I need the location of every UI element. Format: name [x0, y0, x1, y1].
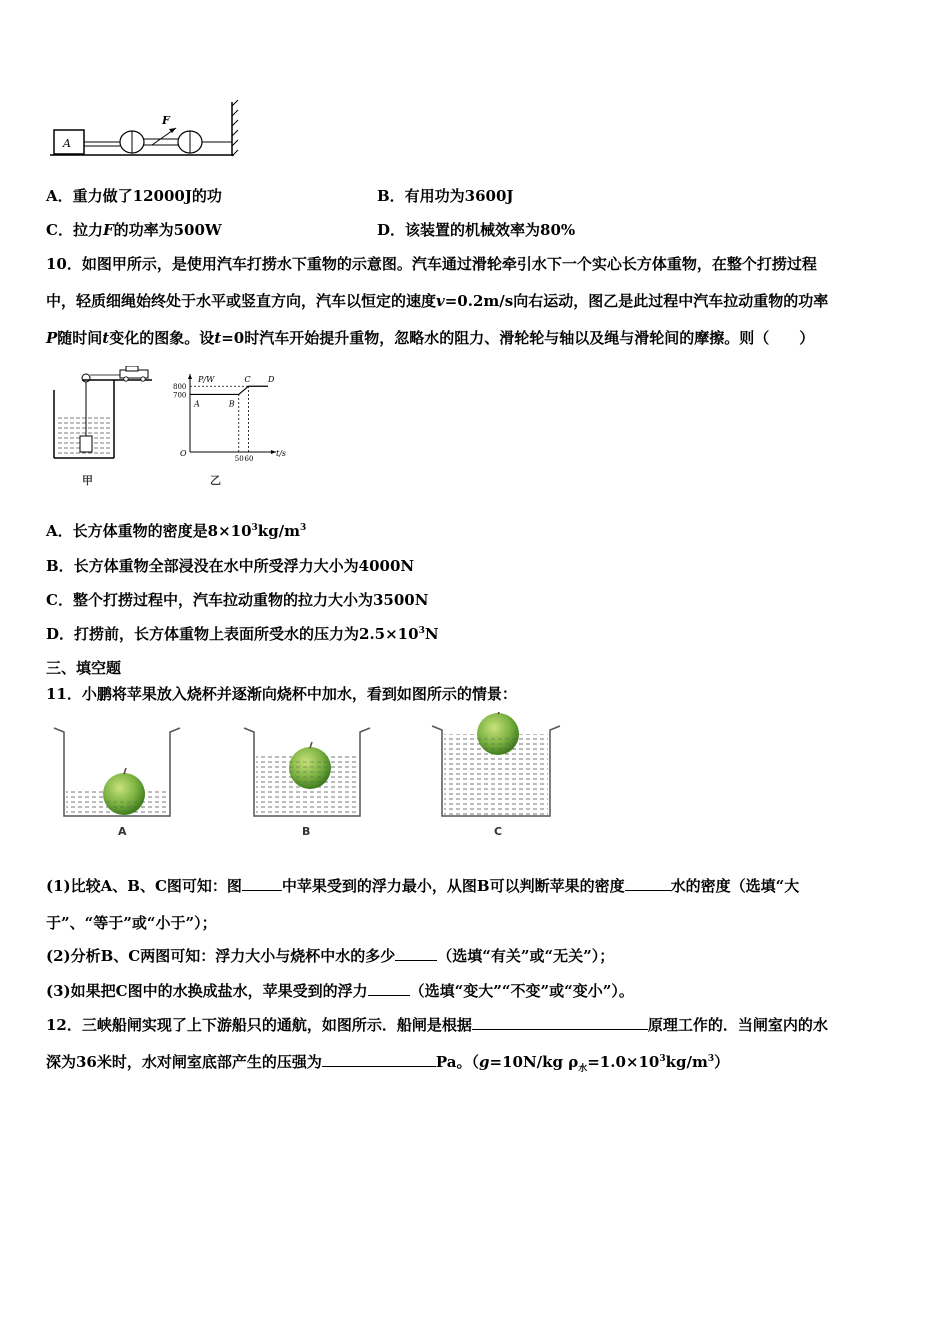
q10-stem-line-2: 中，轻质细绳始终处于水平或竖直方向，汽车以恒定的速度v=0.2m/s向右运动，图乙是此过程中汽车拉动重物的功率 [46, 292, 829, 310]
q11-stem: 11．小鹏将苹果放入烧杯并逐渐向烧杯中加水，看到如图所示的情景： [46, 685, 517, 703]
q12-line-2: 深为36米时，水对闸室底部产生的压强为 Pa。（g=10N/kg $\rho_水=1.0\times 10^3kg/m^3$） [46, 1053, 730, 1074]
q10-option-b: B．长方体重物全部浸没在水中所受浮力大小为4000N [46, 557, 415, 575]
blank-3[interactable] [395, 946, 437, 961]
section-heading: 三、填空题 [46, 659, 122, 677]
q10-option-c: C．整个打捞过程中，汽车拉动重物的拉力大小为3500N [46, 591, 429, 609]
figure-yi-caption: 乙 [210, 474, 221, 487]
beaker-b-caption: B [302, 825, 311, 838]
label-a: A [63, 137, 71, 150]
power-time-chart [172, 368, 290, 466]
origin-label: O [180, 449, 187, 458]
q10-stem-line-1: 10．如图甲所示，是使用汽车打捞水下重物的示意图。汽车通过滑轮牵引水下一个实心长方体重物，在整个打捞过程 [46, 255, 817, 273]
q9-option-a: A．重力做了12000J的功 [46, 187, 222, 205]
y-tick-label: 700 [173, 391, 187, 400]
figure-jia-caption: 甲 [82, 474, 93, 487]
label-f: F [162, 114, 170, 127]
q10-option-d: D．打捞前，长方体重物上表面所受水的压力为$2.5\times 10^3N$ [46, 625, 439, 643]
q10-option-a: A．长方体重物的密度是$8\times 10^3kg/m^3$ [46, 522, 307, 540]
blank-2[interactable] [625, 876, 671, 891]
y-tick-label: 800 [173, 383, 187, 392]
q9-option-d: D．该装置的机械效率为80% [377, 221, 576, 239]
q12-line-1: 12．三峡船闸实现了上下游船只的通航，如图所示．船闸是根据 原理工作的．当闸室内的水 [46, 1016, 828, 1034]
pulley-block-figure [48, 98, 240, 160]
q11-part-1-cont: 于”、“等于”或“小于”）； [46, 914, 217, 932]
q11-part-2: (2)分析B、C两图可知：浮力大小与烧杯中水的多少 （选填“有关”或“无关”）； [46, 947, 615, 965]
q11-part-3: (3)如果把C图中的水换成盐水，苹果受到的浮力 （选填“变大”“不变”或“变小”）。 [46, 982, 634, 1000]
point-label-c: C [244, 375, 251, 385]
x-axis-label: t/s [276, 449, 287, 458]
q9-option-c: C．拉力F的功率为500W [46, 221, 222, 239]
beaker-a-caption: A [118, 825, 127, 838]
point-label-a: A [194, 399, 200, 409]
q10-stem-line-3: P随时间t变化的图象。设t=0时汽车开始提升重物，忽略水的阻力、滑轮轮与轴以及绳与滑轮间的摩擦。则（ ） [46, 329, 815, 347]
y-axis-arrow [188, 374, 192, 379]
blank-4[interactable] [368, 981, 410, 996]
x-tick-label: 50 [234, 455, 244, 463]
blank-6[interactable] [322, 1052, 436, 1067]
beaker-c-caption: C [494, 825, 503, 838]
beaker-b [240, 720, 372, 820]
x-tick-label: 60 [244, 455, 254, 463]
blank-1[interactable] [242, 876, 282, 891]
blank-5[interactable] [472, 1015, 648, 1030]
point-label-d: D [268, 375, 275, 385]
y-axis-label: P/W [198, 375, 215, 384]
point-label-b: B [228, 399, 235, 409]
q11-part-1: (1)比较A、B、C图可知：图 中苹果受到的浮力最小，从图B可以判断苹果的密度 水的密度（选填“大 [46, 877, 800, 895]
truck-salvage-figure [46, 366, 158, 462]
power-series-line [190, 386, 268, 394]
beaker-a [50, 720, 182, 820]
q9-option-b: B．有用功为3600J [377, 187, 514, 205]
beaker-c [428, 712, 562, 820]
